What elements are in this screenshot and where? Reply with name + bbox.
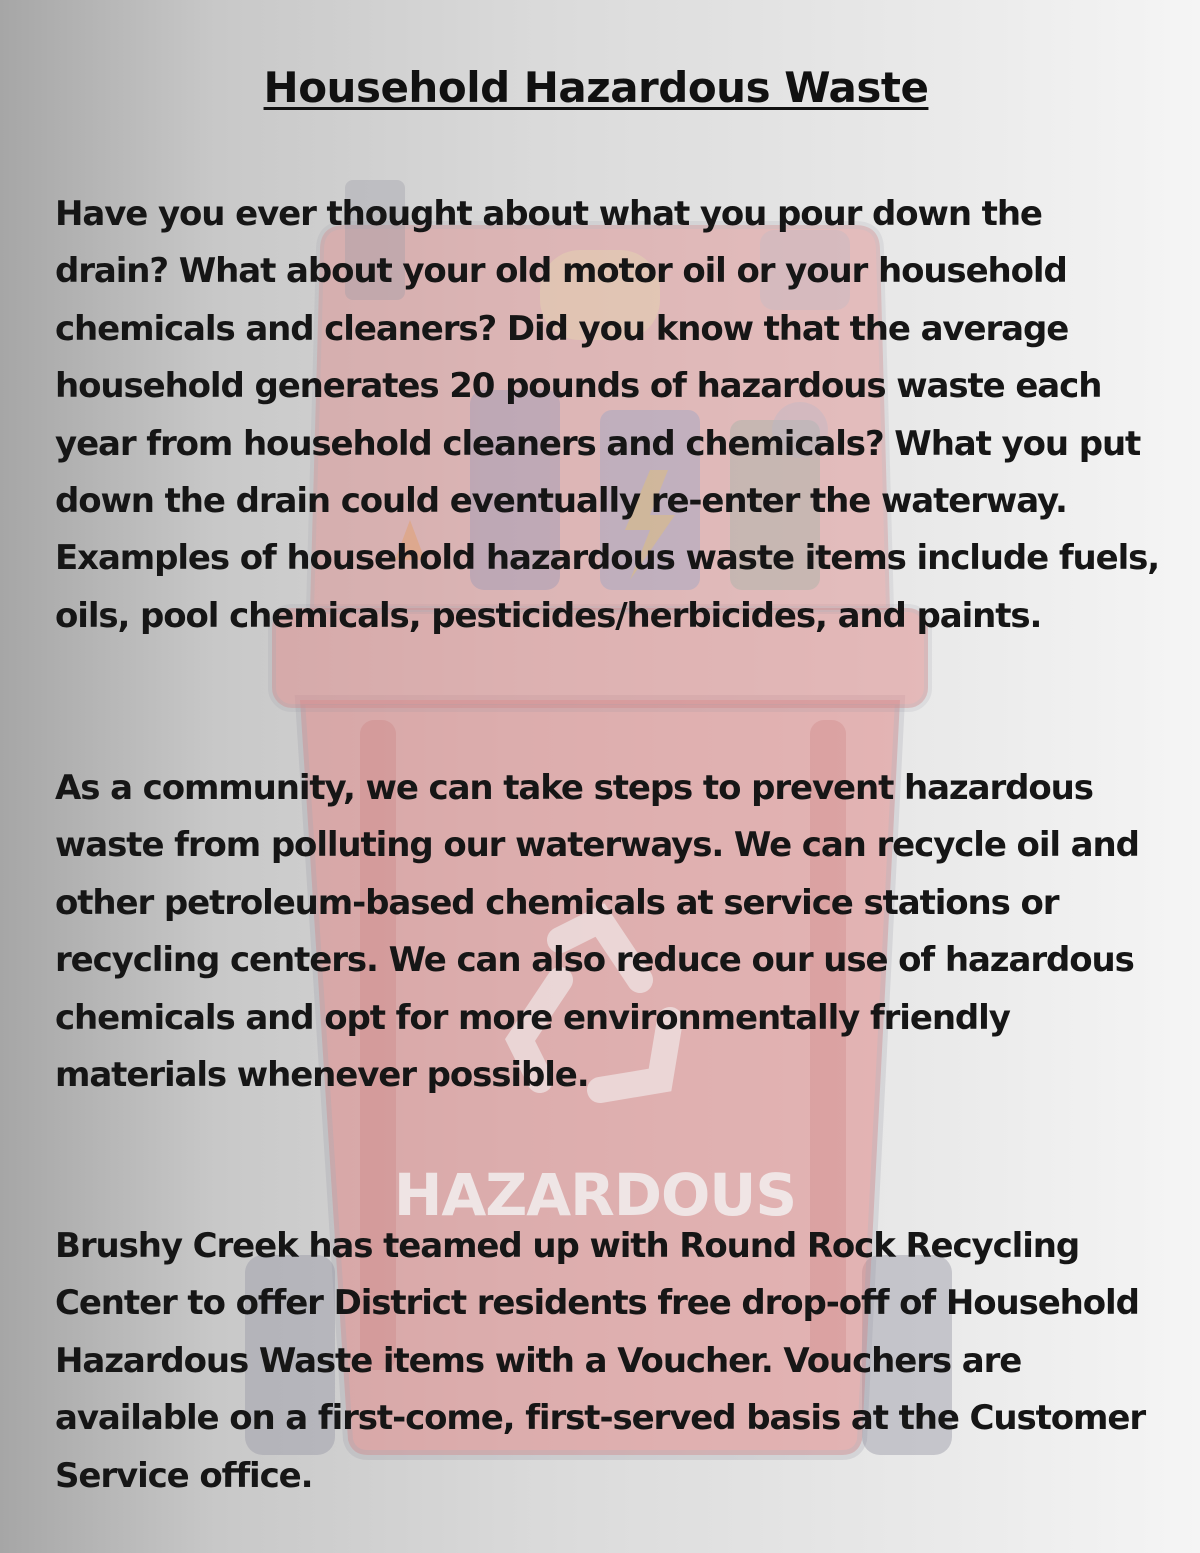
paragraph-intro: Have you ever thought about what you pour down the drain? What about your old motor oil or your household chemicals and cleaners? Did you know that the average household generates 20 pounds of hazardous waste each year from household cleaners and chemicals? What you put down the drain could eventually re-enter the waterway. Examples of household hazardous waste items include fuels, oils, pool chemicals, pesticides/herbicides, and paints. <box>55 194 1160 636</box>
bin-label: HAZARDOUS <box>393 1161 797 1229</box>
page-title: Household Hazardous Waste <box>263 63 929 112</box>
paragraph-community: As a community, we can take steps to prevent hazardous waste from polluting our waterways. We can recycle oil and other petroleum-based chemicals at service stations or recycling centers. We can also reduce our use of hazardous chemicals and opt for more environmentally friendly materials whenever possible. <box>55 768 1139 1096</box>
paragraph-voucher: Brushy Creek has teamed up with Round Rock Recycling Center to offer District residents free drop-off of Household Hazardous Waste items with a Voucher. Vouchers are available on a first-come, first-served basis at the Customer Service office. <box>55 1226 1146 1496</box>
